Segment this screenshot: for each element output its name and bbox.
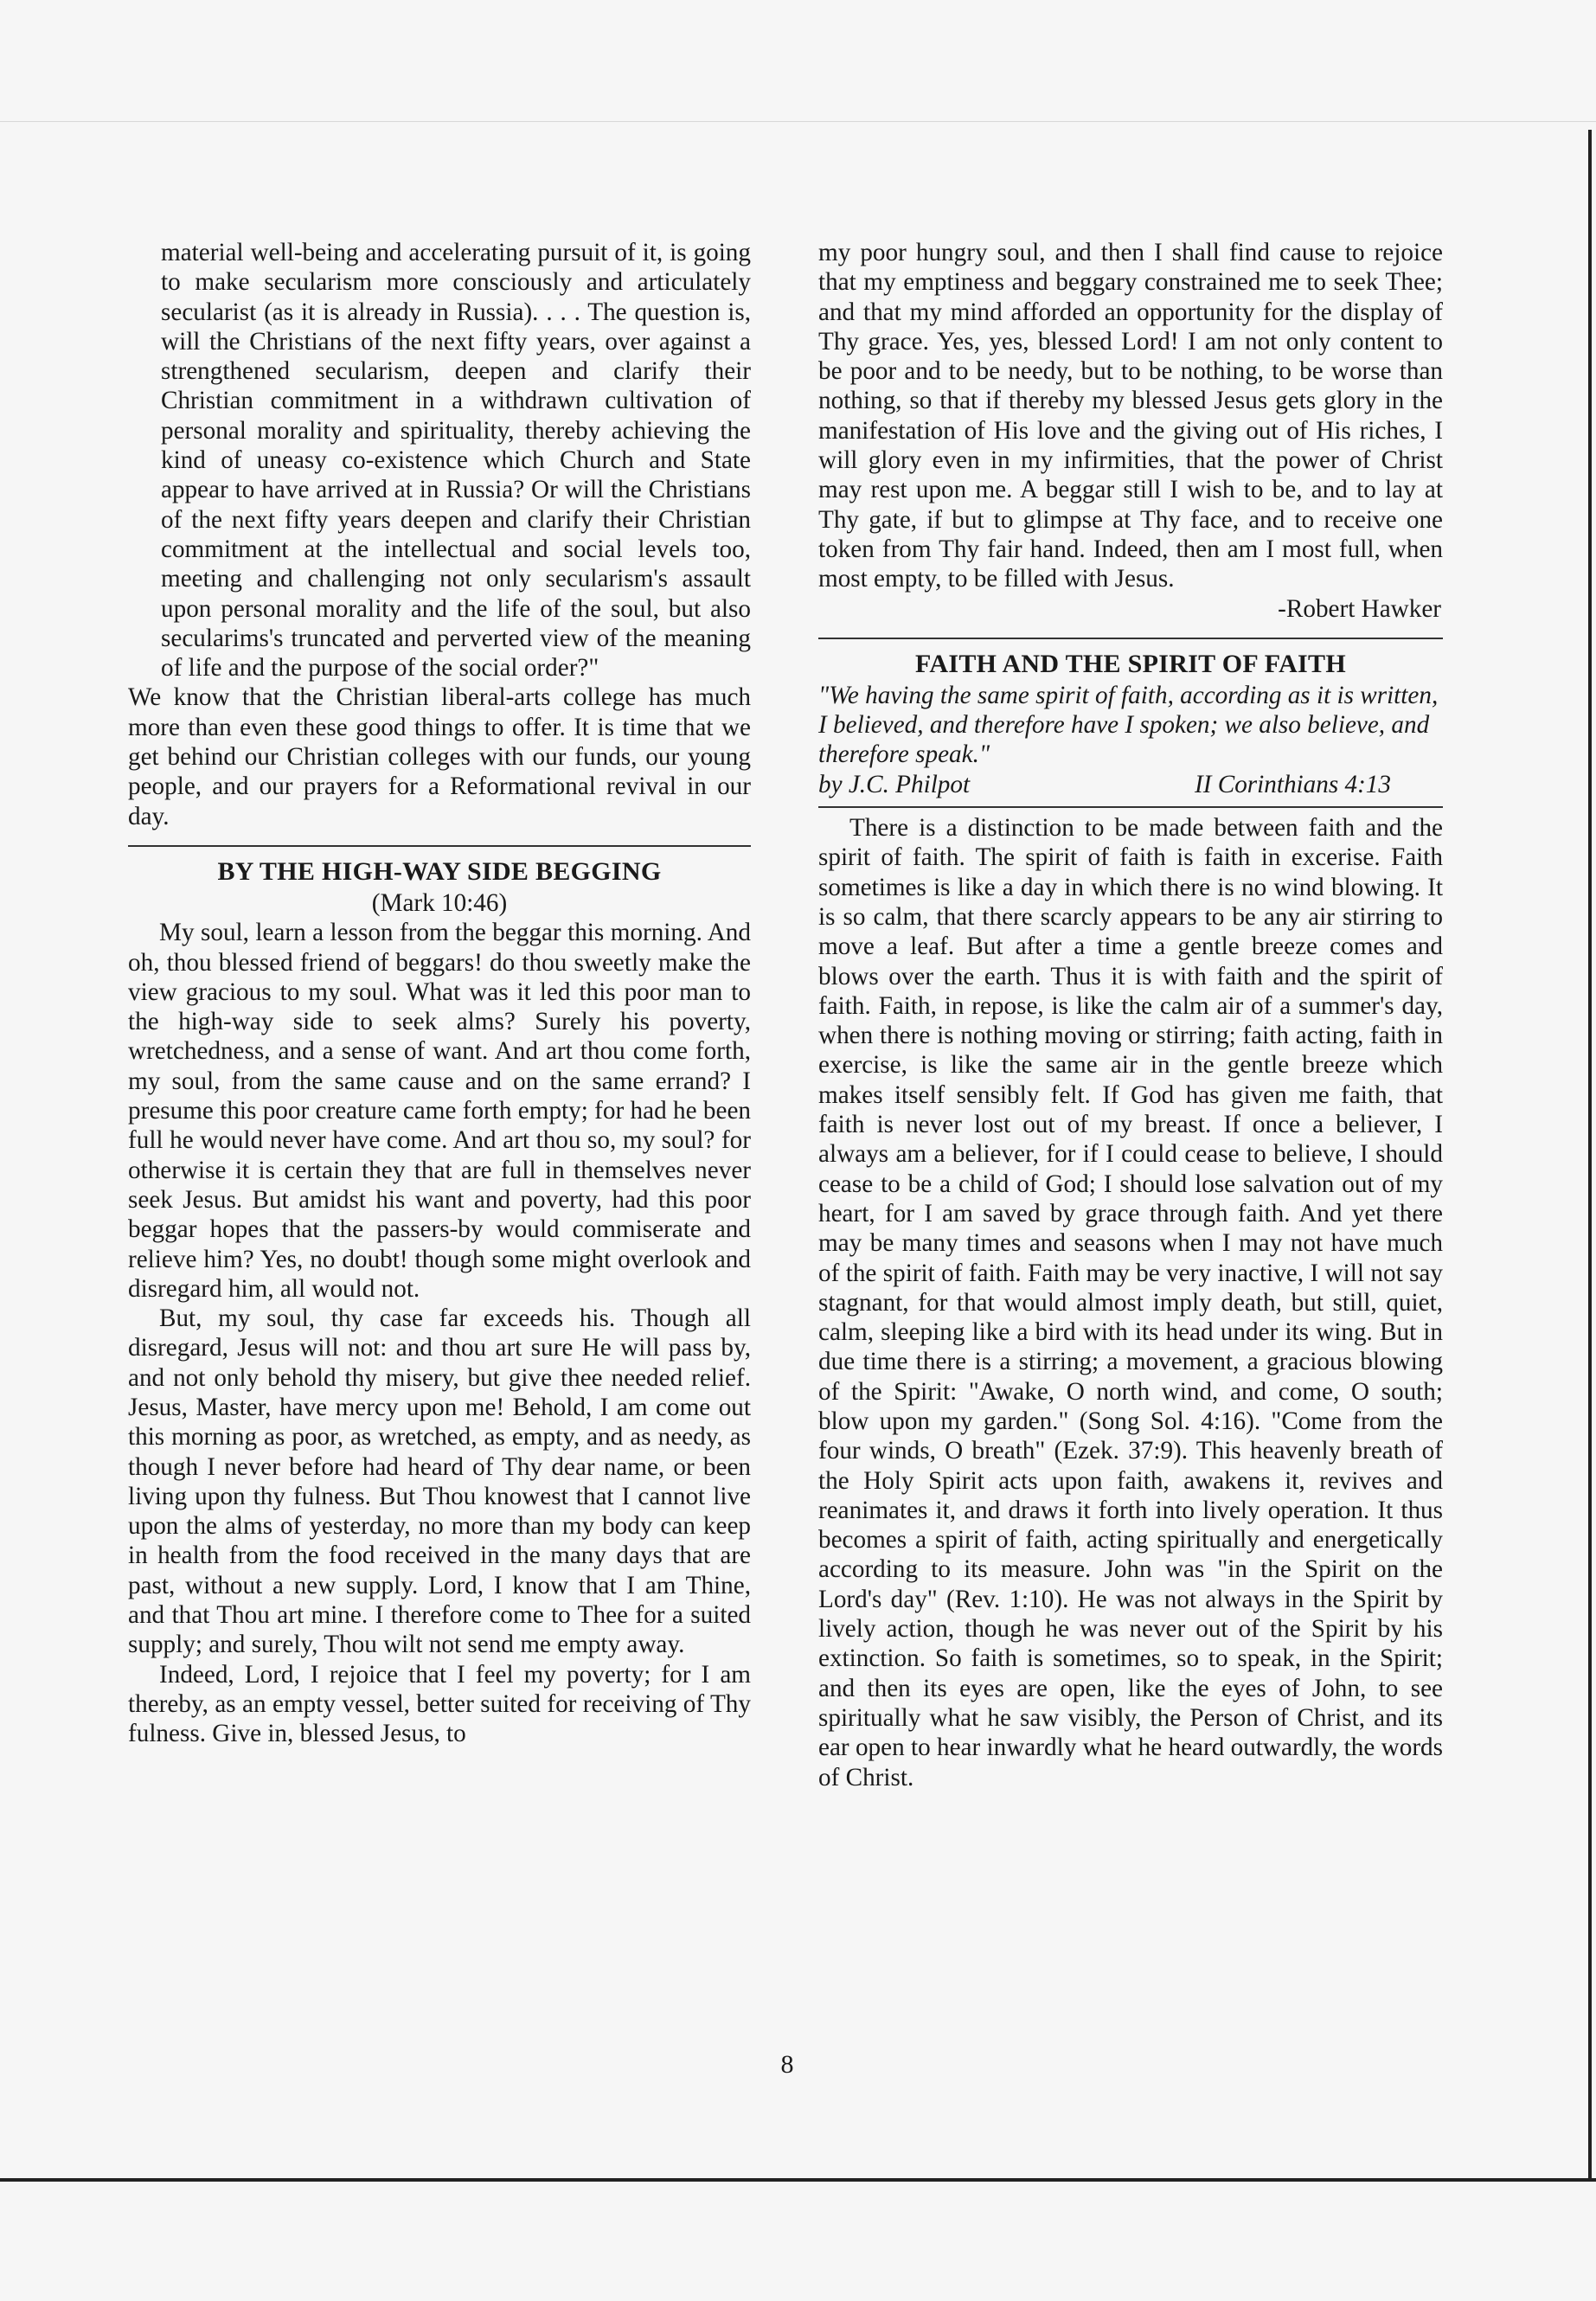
article-paragraph: But, my soul, thy case far exceeds his. Though all disregard, Jesus will not: and thou art sure He will pass by, and not only behold thy misery, but give thee needed relief. Jesus, Master, have mercy upon me! Behold, I am come out this morning as poor, as wretched, as empty, and as needy, as though I never before had heard of Thy dear name, or been living upon thy fulness. But Thou knowest that I cannot live upon the alms of yesterday, no more than my body can keep in health from the food received in the many days that are past, without a new supply. Lord, I know that I am Thine, and that Thou art mine. I therefore come to Thee for a suited supply; and surely, Thou wilt not send me empty away. — [128, 1304, 751, 1659]
article-paragraph: My soul, learn a lesson from the beggar this morning. And oh, thou blessed friend of beggars! do thou sweetly make the view gracious to my soul. What was it led this poor man to the high-way side to seek alms? Surely his poverty, wretchedness, and a sense of want. And art thou come forth, my soul, from the same cause and on the same errand? I presume this poor creature came forth empty; for had he been full he would never have come. And art thou so, my soul? for otherwise it is certain they that are full in themselves never seek Jesus. But amidst his want and poverty, had this poor beggar hopes that the passers-by would commiserate and relieve him? Yes, no doubt! though some might overlook and disregard him, all would not. — [128, 919, 751, 1303]
byline-scripture: II Corinthians 4:13 — [1194, 770, 1391, 798]
section-divider — [818, 638, 1443, 639]
article-continuation: my poor hungry soul, and then I shall find cause to rejoice that my emptiness and beggary constrained me to seek Thee; and that my mind afforded an opportunity for the display of Thy grace. Yes, yes, blessed Lord! I am not only content to be poor and to be needy, but to be nothing, to be worse than nothing, so that if thereby my blessed Jesus gets glory in the manifestation of His love and the giving out of His riches, I will glory even in my infirmities, that the power of Christ may rest upon me. A beggar still I wish to be, and to lay at Thy gate, if but to glimpse at Thy face, and to receive one token from Thy fair hand. Indeed, then am I most full, when most empty, to be filled with Jesus. — [818, 239, 1443, 593]
closing-paragraph: We know that the Christian liberal-arts college has much more than even these good things to offer. It is time that we get behind our Christian colleges with our funds, our young people, and our prayers for a Reformational revival in our day. — [128, 683, 751, 830]
right-column — [818, 238, 1443, 1792]
left-column — [128, 238, 751, 1749]
section-divider — [128, 845, 751, 847]
scan-bottom-edge — [0, 2178, 1596, 2182]
article-epigraph: "We having the same spirit of faith, according as it is written, I believed, and therefore have I spoken; we also believe, and therefore speak." — [818, 681, 1439, 769]
scan-top-edge — [0, 121, 1596, 122]
byline-author: by J.C. Philpot — [818, 770, 971, 798]
scan-right-edge — [1588, 130, 1592, 2180]
article-author: -Robert Hawker — [1278, 594, 1441, 623]
article-scripture-ref: (Mark 10:46) — [371, 888, 508, 917]
section-divider — [818, 806, 1443, 808]
article-title-faith: FAITH AND THE SPIRIT OF FAITH — [915, 649, 1346, 678]
article-title-begging: BY THE HIGH-WAY SIDE BEGGING — [217, 856, 662, 886]
article-paragraph: Indeed, Lord, I rejoice that I feel my poverty; for I am thereby, as an empty vessel, better suited for receiving of Thy fulness. Give in, blessed Jesus, to — [128, 1660, 751, 1748]
page-number: 8 — [780, 2050, 794, 2079]
article-byline — [818, 770, 1443, 799]
quoted-passage: material well-being and accelerating pursuit of it, is going to make secularism more consciously and articulately secularist (as it is already in Russia). . . . The question is, will the Christians of the next fifty years, over against a strengthened secularism, deepen and clarify their Christian commitment in a withdrawn cultivation of personal morality and spirituality, thereby achieving the kind of uneasy co-existence which Church and State appear to have arrived at in Russia? Or will the Christians of the next fifty years deepen and clarify their Christian commitment at the intellectual and social levels too, meeting and challenging not only secularism's assault upon personal morality and the life of the soul, but also secularims's truncated and perverted view of the meaning of life and the purpose of the social order?" — [161, 239, 751, 683]
article-paragraph: There is a distinction to be made between faith and the spirit of faith. The spirit of faith is faith in excerise. Faith sometimes is like a day in which there is no wind blowing. It is so calm, that there scarcly appears to be any air stirring to move a leaf. But after a time a gentle breeze comes and blows over the earth. Thus it is with faith and the spirit of faith. Faith, in repose, is like the calm air of a summer's day, when there is nothing moving or stirring; faith acting, faith in exercise, is like the same air in the gentle breeze which makes itself sensibly felt. If God has given me faith, that faith is never lost out of my breast. If once a believer, I always am a believer, for if I could cease to believe, I should cease to be a child of God; I should lose salvation out of my heart, for I am saved by grace through faith. And yet there may be many times and seasons when I may not have much of the spirit of faith. Faith may be very inactive, I will not say stagnant, for that would almost imply death, but still, quiet, calm, sleeping like a bird with its head under its wing. But in due time there is a stirring; a movement, a gracious blowing of the Spirit: "Awake, O north wind, and come, O south; blow upon my garden." (Song Sol. 4:16). "Come from the four winds, O breath" (Ezek. 37:9). This heavenly breath of the Holy Spirit acts upon faith, awakens it, revives and reanimates it, and draws it forth into lively operation. It thus becomes a spirit of faith, acting spiritually and energetically according to its measure. John was "in the Spirit on the Lord's day" (Rev. 1:10). He was not always in the Spirit by lively action, though he was never out of the Spirit by his extinction. So faith is sometimes, so to speak, in the Spirit; and then its eyes are open, like the eyes of John, to see spiritually what he saw visibly, the Person of Christ, and its ear open to hear inwardly what he heard outwardly, the words of Christ. — [818, 814, 1443, 1791]
